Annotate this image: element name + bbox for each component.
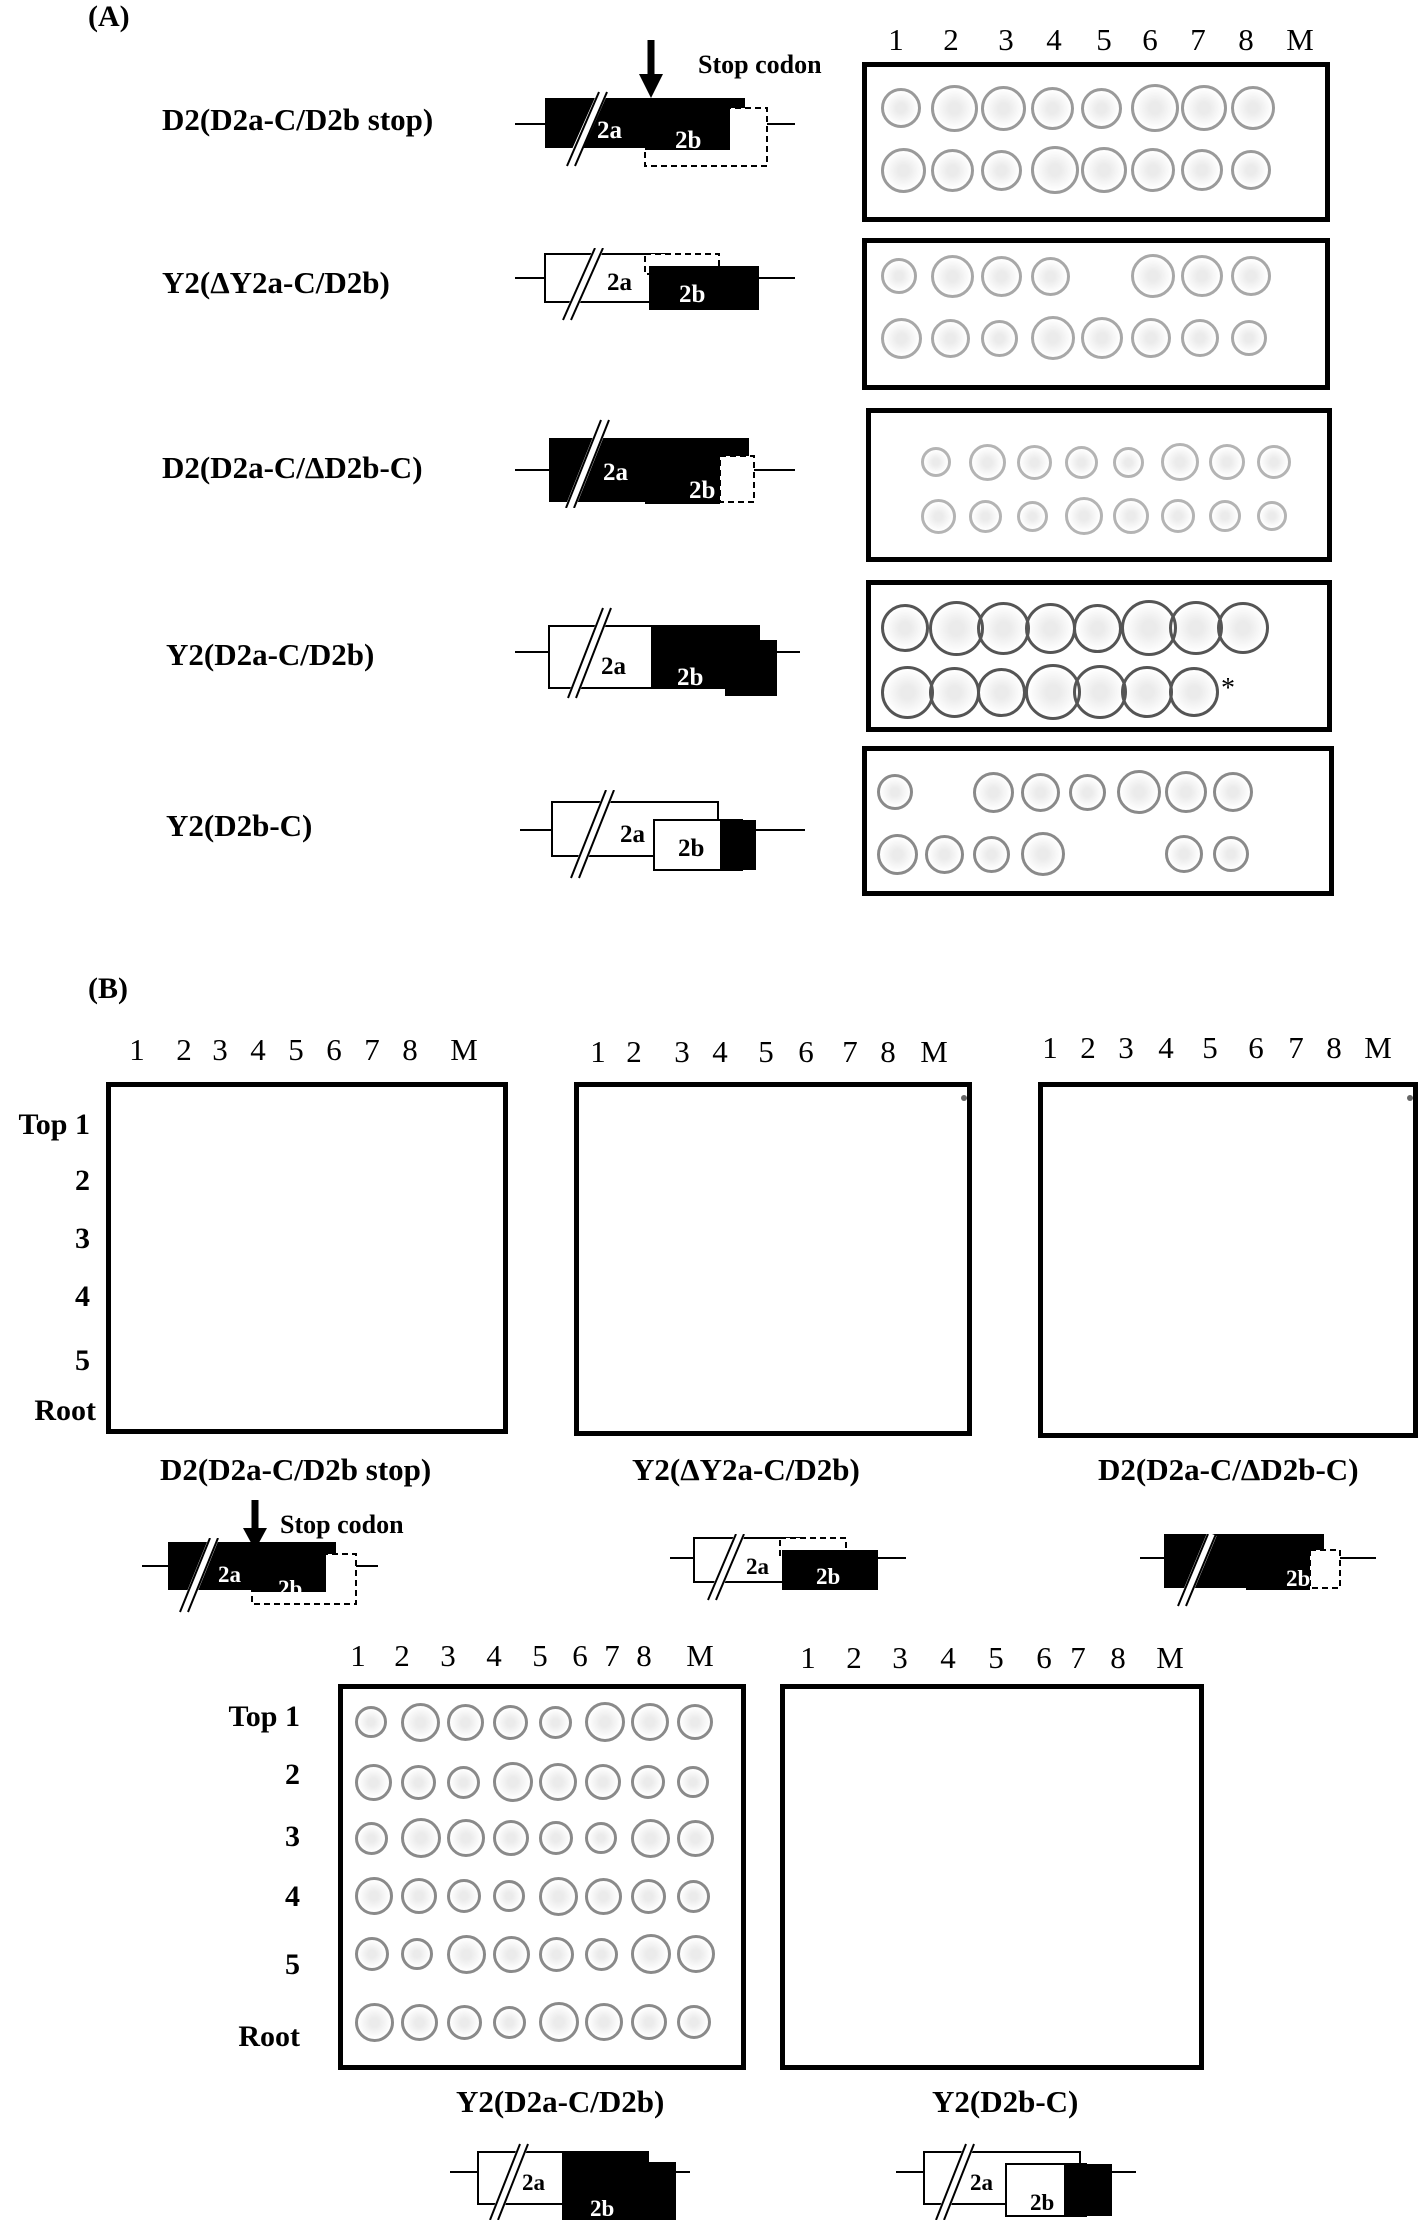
blot-spot xyxy=(1213,836,1249,872)
blot-spot xyxy=(881,666,934,719)
blot-spot xyxy=(401,1878,437,1914)
blot-spot xyxy=(677,1766,709,1798)
y-label: Top 1 xyxy=(228,1700,300,1733)
blot-caption: Y2(D2b-C) xyxy=(932,2084,1079,2119)
blot-spot xyxy=(631,1819,670,1858)
blot-spot xyxy=(1073,604,1122,653)
blot-spot xyxy=(539,1706,572,1739)
lane-label: 4 xyxy=(1046,22,1062,57)
blot-spot xyxy=(1073,665,1127,719)
y-label: 3 xyxy=(75,1222,90,1255)
svg-text:2a: 2a xyxy=(522,2170,545,2195)
lane-label: 1 xyxy=(888,22,904,57)
blot-spot xyxy=(355,1706,387,1738)
segment-2b-c xyxy=(720,820,756,870)
dot-blot xyxy=(574,1082,972,1436)
svg-text:2a: 2a xyxy=(746,1554,769,1579)
blot-spot xyxy=(631,1765,665,1799)
construct-diagram xyxy=(896,2140,1146,2220)
blot-spot xyxy=(881,318,922,359)
blot-spot xyxy=(631,1703,669,1741)
blot-spot xyxy=(1257,445,1291,479)
seg-b-label: 2b xyxy=(675,127,702,154)
seg-a-label: 2a xyxy=(597,117,622,144)
blot-spot xyxy=(585,1878,622,1915)
blot-spot xyxy=(1231,256,1271,296)
construct-label: D2(D2a-C/D2b stop) xyxy=(162,102,434,137)
blot-spot xyxy=(1231,150,1271,190)
dot-blot xyxy=(338,1684,746,2070)
blot-spot xyxy=(677,1704,713,1740)
blot-spot xyxy=(1131,318,1171,358)
blot-spot xyxy=(493,2006,526,2039)
construct-diagram xyxy=(515,90,805,170)
dot-blot xyxy=(1038,1082,1418,1438)
blot-spot xyxy=(931,149,974,192)
construct-diagram xyxy=(142,1538,382,1618)
svg-text:2a: 2a xyxy=(607,269,632,296)
blot-spot xyxy=(973,772,1014,813)
blot-spot xyxy=(1031,87,1074,130)
blot-spot xyxy=(1069,774,1106,811)
blot-spot xyxy=(981,86,1026,131)
construct-label: D2(D2a-C/ΔD2b-C) xyxy=(162,450,423,485)
dot-blot xyxy=(862,746,1334,896)
blot-spot xyxy=(1165,771,1207,813)
blot-spot xyxy=(1065,497,1103,535)
y-label: 4 xyxy=(285,1880,300,1913)
lane-label: 6 xyxy=(1142,22,1158,57)
blot-spot xyxy=(877,834,918,875)
blot-spot xyxy=(355,1764,392,1801)
blot-spot xyxy=(585,1702,625,1742)
blot-spot xyxy=(1169,667,1219,717)
blot-spot xyxy=(447,1879,481,1913)
blot-spot xyxy=(493,1820,529,1856)
blot-spot xyxy=(401,1938,433,1970)
dot-blot xyxy=(866,408,1332,562)
blot-spot xyxy=(1117,770,1161,814)
blot-spot xyxy=(585,2003,623,2041)
svg-text:2a: 2a xyxy=(970,2170,993,2195)
construct-diagram xyxy=(670,1534,910,1614)
blot-spot xyxy=(881,88,921,128)
y-label: 2 xyxy=(285,1758,300,1791)
y-label: 5 xyxy=(285,1948,300,1981)
y-label: Root xyxy=(34,1394,96,1427)
blot-spot xyxy=(981,256,1022,297)
blot-spot xyxy=(1169,601,1223,655)
svg-text:2b: 2b xyxy=(1286,1566,1311,1591)
panel-b-label: (B) xyxy=(88,972,128,1005)
blot-spot xyxy=(1131,84,1179,132)
y-label: 3 xyxy=(285,1820,300,1853)
blot-spot xyxy=(921,447,951,477)
stop-codon-label: Stop codon xyxy=(280,1510,404,1539)
construct-diagram xyxy=(450,2140,700,2220)
blot-spot xyxy=(585,1764,621,1800)
blot-spot xyxy=(355,1937,389,1971)
blot-spot xyxy=(447,1766,480,1799)
blot-spot xyxy=(1113,447,1144,478)
blot-spot xyxy=(539,1821,573,1855)
y-label: 2 xyxy=(75,1164,90,1197)
blot-spot xyxy=(1161,443,1199,481)
blot-spot xyxy=(493,1880,525,1912)
blot-spot xyxy=(1021,773,1060,812)
blot-spot xyxy=(925,835,964,874)
blot-spot xyxy=(493,1762,533,1802)
blot-spot xyxy=(1121,666,1173,718)
blot-spot xyxy=(585,1938,618,1971)
svg-text:2b: 2b xyxy=(590,2196,615,2220)
construct-diagram xyxy=(1140,1534,1380,1614)
blot-spot xyxy=(921,499,956,534)
svg-text:2a: 2a xyxy=(603,459,628,486)
blot-spot xyxy=(1081,88,1122,129)
stop-codon-label: Stop codon xyxy=(698,50,822,79)
blot-spot xyxy=(877,774,913,810)
y-label: Root xyxy=(238,2020,300,2053)
blot-spot xyxy=(539,1877,578,1916)
svg-text:2b: 2b xyxy=(678,835,705,862)
blot-spot xyxy=(631,1934,671,1974)
blot-spot xyxy=(447,1704,484,1741)
blot-spot xyxy=(881,258,917,294)
blot-spot xyxy=(977,602,1030,655)
blot-spot xyxy=(973,836,1010,873)
blot-spot xyxy=(677,2005,711,2039)
blot-spot xyxy=(969,444,1006,481)
blot-spot xyxy=(1017,501,1048,532)
blot-spot xyxy=(1021,832,1065,876)
construct-diagram xyxy=(515,418,805,508)
blot-spot xyxy=(447,2005,482,2040)
blot-spot xyxy=(1181,319,1219,357)
blot-spot xyxy=(1209,444,1245,480)
lane-label: 8 xyxy=(1238,22,1254,57)
blot-spot xyxy=(929,601,984,656)
blot-caption: D2(D2a-C/ΔD2b-C) xyxy=(1098,1452,1359,1487)
blot-spot xyxy=(493,1936,530,1973)
blot-spot xyxy=(401,1818,441,1858)
blot-spot xyxy=(977,668,1026,717)
svg-text:2b: 2b xyxy=(278,1576,303,1601)
blot-spot xyxy=(401,2004,438,2041)
construct-label: Y2(D2a-C/D2b) xyxy=(166,637,375,672)
dot-blot xyxy=(862,238,1330,390)
blot-spot xyxy=(881,604,929,652)
blot-spot xyxy=(585,1822,617,1854)
y-label: 4 xyxy=(75,1280,90,1313)
dot-blot xyxy=(106,1082,508,1434)
blot-spot xyxy=(1161,499,1195,533)
construct-label: Y2(D2b-C) xyxy=(166,808,313,843)
dot-blot xyxy=(866,580,1332,732)
blot-spot xyxy=(1081,147,1127,193)
dot-blot xyxy=(780,1684,1204,2070)
blot-spot xyxy=(677,1935,715,1973)
blot-spot xyxy=(447,1819,485,1857)
svg-text:2a: 2a xyxy=(620,821,645,848)
blot-spot xyxy=(493,1705,528,1740)
blot-spot xyxy=(969,500,1002,533)
blot-spot xyxy=(1181,85,1227,131)
blot-spot xyxy=(631,2004,667,2040)
blot-spot xyxy=(929,667,980,718)
blot-spot xyxy=(931,319,970,358)
svg-text:2b: 2b xyxy=(677,664,704,691)
lane-label: 5 xyxy=(1096,22,1112,57)
blot-spot xyxy=(1165,835,1203,873)
blot-spot xyxy=(1213,772,1253,812)
svg-text:2b: 2b xyxy=(689,477,716,504)
y-label: Top 1 xyxy=(18,1108,90,1141)
blot-spot xyxy=(1231,320,1267,356)
blot-spot xyxy=(1181,255,1223,297)
lane-label: 2 xyxy=(943,22,959,57)
dot-blot xyxy=(862,62,1330,222)
lane-label: M xyxy=(1286,22,1314,57)
svg-text:2a: 2a xyxy=(218,1562,241,1587)
blot-spot xyxy=(677,1880,710,1913)
construct-diagram xyxy=(515,602,805,702)
blot-spot xyxy=(1065,446,1098,479)
blot-spot xyxy=(1025,603,1076,654)
blot-spot xyxy=(1231,86,1275,130)
blot-spot xyxy=(1131,148,1175,192)
blot-spot xyxy=(677,1820,714,1857)
lane-label: 7 xyxy=(1190,22,1206,57)
construct-diagram xyxy=(515,248,805,328)
blot-spot xyxy=(1257,501,1287,531)
svg-text:2b: 2b xyxy=(816,1564,841,1589)
y-label: 5 xyxy=(75,1344,90,1377)
blot-spot xyxy=(355,1822,388,1855)
blot-spot xyxy=(1081,317,1123,359)
blot-spot xyxy=(1113,498,1149,534)
blot-spot xyxy=(539,1763,577,1801)
blot-spot xyxy=(931,85,978,132)
asterisk-marker: * xyxy=(1221,673,1235,704)
blot-caption: Y2(D2a-C/D2b) xyxy=(456,2084,665,2119)
blot-spot xyxy=(1217,602,1269,654)
construct-label: Y2(ΔY2a-C/D2b) xyxy=(162,265,390,300)
blot-spot xyxy=(981,320,1018,357)
blot-spot xyxy=(539,2002,579,2042)
segment-2b-deleted xyxy=(720,456,754,502)
blot-spot xyxy=(1031,257,1070,296)
blot-spot xyxy=(355,2003,394,2042)
blot-spot xyxy=(1031,146,1079,194)
blot-spot xyxy=(1131,254,1175,298)
blot-spot xyxy=(1017,445,1052,480)
blot-spot xyxy=(981,150,1022,191)
blot-spot xyxy=(881,148,926,193)
blot-spot xyxy=(401,1703,440,1742)
svg-text:2b: 2b xyxy=(679,281,706,308)
svg-text:2a: 2a xyxy=(601,653,626,680)
blot-caption: D2(D2a-C/D2b stop) xyxy=(160,1452,432,1487)
blot-spot xyxy=(631,1879,666,1914)
lane-label: 3 xyxy=(998,22,1014,57)
blot-spot xyxy=(355,1877,393,1915)
blot-spot xyxy=(539,1937,574,1972)
segment-2b xyxy=(725,640,777,696)
panel-a-label: (A) xyxy=(88,0,130,33)
blot-spot xyxy=(1181,149,1223,191)
construct-diagram xyxy=(520,790,810,880)
blot-caption: Y2(ΔY2a-C/D2b) xyxy=(632,1452,860,1487)
blot-spot xyxy=(931,255,974,298)
svg-text:2b: 2b xyxy=(1030,2190,1055,2215)
blot-spot xyxy=(1209,500,1241,532)
blot-spot xyxy=(447,1935,486,1974)
blot-spot xyxy=(1031,316,1075,360)
blot-spot xyxy=(401,1765,436,1800)
